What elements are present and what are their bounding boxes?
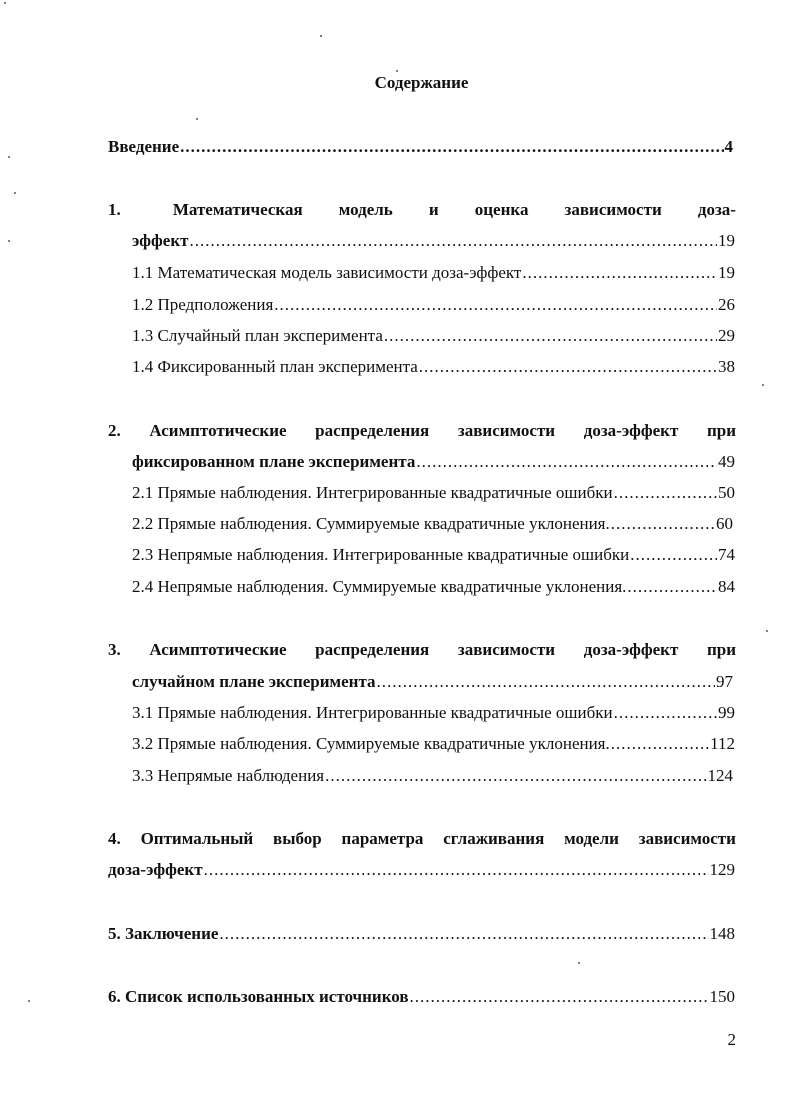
heading-word: доза-эффект <box>583 421 679 440</box>
toc-entry-page: 74 <box>718 545 735 564</box>
toc-entry-page: 19 <box>718 231 735 250</box>
toc-entry-3-3 <box>132 765 733 787</box>
heading-word: распределения <box>315 421 430 440</box>
toc-entry-label: 2.2 Прямые наблюдения. Суммируемые квадратичные уклонения. <box>132 514 610 533</box>
leader-dots <box>274 294 717 316</box>
toc-entry-page: 84 <box>718 577 735 596</box>
toc-entry-label: 5. Заключение <box>108 924 219 943</box>
leader-dots <box>204 859 709 881</box>
chapter-number: 2. <box>108 421 121 440</box>
toc-entry-page: 60 <box>716 514 733 533</box>
toc-chapter-3-cont <box>132 671 733 693</box>
toc-entry-page: 99 <box>718 703 735 722</box>
heading-word: Асимптотические <box>149 640 287 659</box>
toc-entry-label: 2.3 Непрямые наблюдения. Интегрированные квадратичные ошибки <box>132 545 630 564</box>
toc-entry-1-4 <box>132 356 735 378</box>
toc-entry-label: Введение <box>108 137 180 156</box>
heading-word: зависимости <box>638 829 736 848</box>
toc-chapter-3-heading <box>108 639 736 661</box>
heading-continuation: случайном плане эксперимента <box>132 672 376 691</box>
toc-chapter-4-cont <box>108 859 735 881</box>
leader-dots <box>410 986 709 1008</box>
toc-entry-page: 29 <box>718 326 735 345</box>
heading-word: при <box>706 640 736 659</box>
toc-entry-page: 129 <box>709 860 735 879</box>
heading-word: Оптимальный <box>140 829 254 848</box>
heading-word: выбор <box>273 829 322 848</box>
toc-entry-1-2 <box>132 294 735 316</box>
toc-entry-page: 97 <box>716 672 733 691</box>
chapter-number: 4. <box>108 829 121 848</box>
leader-dots <box>180 136 723 158</box>
toc-entry-intro <box>108 136 733 158</box>
toc-entry-page: 150 <box>709 987 735 1006</box>
toc-entry-page: 112 <box>710 734 735 753</box>
toc-entry-label: 2.4 Непрямые наблюдения. Суммируемые квадратичные уклонения. <box>132 577 627 596</box>
toc-entry-label: 3.1 Прямые наблюдения. Интегрированные квадратичные ошибки <box>132 703 613 722</box>
scan-speck <box>396 70 398 72</box>
heading-word: параметра <box>341 829 424 848</box>
toc-entry-page: 4 <box>724 137 733 156</box>
heading-word: модель <box>338 200 393 219</box>
toc-entry-1-1 <box>132 262 735 284</box>
toc-chapter-6 <box>108 986 735 1008</box>
heading-word: и <box>428 200 439 219</box>
scan-speck <box>196 118 198 120</box>
heading-word: при <box>706 421 736 440</box>
toc-chapter-2-cont <box>132 451 735 473</box>
toc-chapter-5 <box>108 923 735 945</box>
toc-entry-2-3 <box>132 544 735 566</box>
leader-dots <box>611 733 709 755</box>
heading-word: Математическая <box>172 200 303 219</box>
scan-speck <box>14 192 16 194</box>
toc-entry-page: 26 <box>718 295 735 314</box>
leader-dots <box>416 451 717 473</box>
scan-speck <box>8 156 10 158</box>
toc-entry-page: 19 <box>718 263 735 282</box>
toc-entry-label: 3.3 Непрямые наблюдения <box>132 766 325 785</box>
toc-entry-label: 1.2 Предположения <box>132 295 274 314</box>
leader-dots <box>630 544 717 566</box>
heading-word: модели <box>564 829 619 848</box>
scan-speck <box>320 35 322 37</box>
leader-dots <box>614 702 717 724</box>
toc-entry-page: 124 <box>707 766 733 785</box>
heading-word: зависимости <box>564 200 662 219</box>
heading-continuation: фиксированном плане эксперимента <box>132 452 416 471</box>
toc-title: Содержание <box>374 73 469 92</box>
heading-word: зависимости <box>457 640 556 659</box>
toc-entry-2-4 <box>132 576 735 598</box>
heading-word: доза-эффект <box>583 640 679 659</box>
scan-speck <box>762 384 764 386</box>
chapter-number: 1. <box>108 200 121 219</box>
toc-entry-3-2 <box>132 733 735 755</box>
toc-entry-label: 3.2 Прямые наблюдения. Суммируемые квадратичные уклонения. <box>132 734 610 753</box>
leader-dots <box>219 923 708 945</box>
scan-speck <box>4 2 6 4</box>
toc-entry-2-1 <box>132 482 735 504</box>
heading-word: зависимости <box>457 421 556 440</box>
toc-entry-page: 49 <box>718 452 735 471</box>
toc-chapter-1-heading <box>108 199 736 221</box>
leader-dots <box>419 356 717 378</box>
leader-dots <box>377 671 715 693</box>
page-number: 2 <box>727 1030 736 1049</box>
scan-speck <box>578 962 580 964</box>
toc-entry-3-1 <box>132 702 735 724</box>
leader-dots <box>522 262 717 284</box>
toc-chapter-4-heading <box>108 828 736 850</box>
toc-entry-label: 1.4 Фиксированный план эксперимента <box>132 357 418 376</box>
chapter-number: 3. <box>108 640 121 659</box>
toc-entry-page: 50 <box>718 483 735 502</box>
toc-entry-label: 6. Список использованных источников <box>108 987 409 1006</box>
heading-word: распределения <box>315 640 430 659</box>
heading-word: Асимптотические <box>149 421 287 440</box>
toc-entry-label: 2.1 Прямые наблюдения. Интегрированные квадратичные ошибки <box>132 483 613 502</box>
heading-word: оценка <box>474 200 529 219</box>
toc-chapter-1-cont <box>132 230 735 252</box>
heading-continuation: эффект <box>132 231 189 250</box>
leader-dots <box>189 230 717 252</box>
toc-entry-page: 38 <box>718 357 735 376</box>
leader-dots <box>325 765 706 787</box>
leader-dots <box>627 576 717 598</box>
scan-speck <box>766 630 768 632</box>
heading-word: доза- <box>697 200 736 219</box>
scan-speck <box>8 240 10 242</box>
toc-chapter-2-heading <box>108 420 736 442</box>
toc-entry-label: 1.3 Случайный план эксперимента <box>132 326 383 345</box>
scan-speck <box>28 1000 30 1002</box>
leader-dots <box>384 325 717 347</box>
toc-entry-page: 148 <box>709 924 735 943</box>
toc-entry-2-2 <box>132 513 733 535</box>
leader-dots <box>614 482 717 504</box>
leader-dots <box>611 513 715 535</box>
toc-entry-label: 1.1 Математическая модель зависимости доза-эффект <box>132 263 522 282</box>
toc-entry-1-3 <box>132 325 735 347</box>
heading-continuation: доза-эффект <box>108 860 203 879</box>
heading-word: сглаживания <box>443 829 545 848</box>
